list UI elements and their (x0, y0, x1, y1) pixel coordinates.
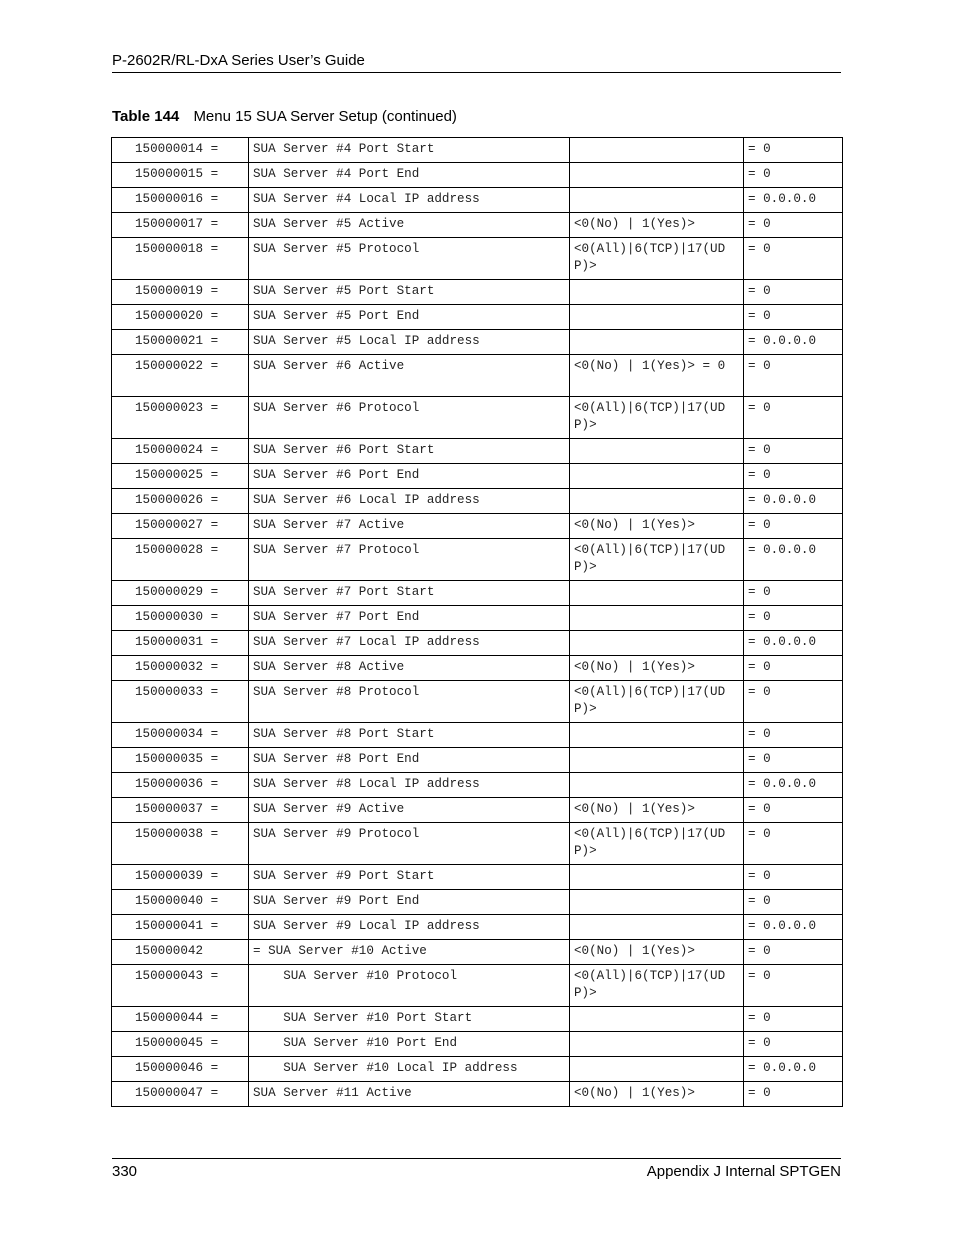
parameter-id-cell: 150000032 = (112, 656, 249, 681)
parameter-value-cell: = 0 (744, 514, 843, 539)
parameter-value-cell: = 0.0.0.0 (744, 631, 843, 656)
table-row (112, 439, 843, 464)
table-row (112, 723, 843, 748)
parameter-value-cell: = 0 (744, 238, 843, 280)
parameter-name-cell: SUA Server #4 Local IP address (249, 188, 570, 213)
parameter-name-cell: SUA Server #7 Active (249, 514, 570, 539)
parameter-value-cell: = 0.0.0.0 (744, 915, 843, 940)
page-header (112, 51, 841, 73)
parameter-id-cell: 150000027 = (112, 514, 249, 539)
parameter-options-cell (570, 1007, 744, 1032)
parameter-id-cell: 150000047 = (112, 1082, 249, 1107)
parameter-value-cell: = 0 (744, 940, 843, 965)
parameter-options-cell: <0(All)|6(TCP)|17(UDP)> (570, 965, 744, 1007)
parameter-options-cell: <0(No) | 1(Yes)> (570, 1082, 744, 1107)
parameter-value-cell: = 0 (744, 723, 843, 748)
parameter-options-cell (570, 581, 744, 606)
parameter-value-cell: = 0 (744, 606, 843, 631)
parameter-name-cell: SUA Server #5 Local IP address (249, 330, 570, 355)
parameter-name-cell: SUA Server #4 Port End (249, 163, 570, 188)
parameter-id-cell: 150000031 = (112, 631, 249, 656)
parameter-value-cell: = 0.0.0.0 (744, 773, 843, 798)
table-row (112, 773, 843, 798)
table-row (112, 823, 843, 865)
parameter-id-cell: 150000022 = (112, 355, 249, 397)
table-row (112, 397, 843, 439)
parameter-name-cell: SUA Server #7 Port End (249, 606, 570, 631)
table-row (112, 1057, 843, 1082)
parameter-value-cell: = 0.0.0.0 (744, 1057, 843, 1082)
parameter-id-cell: 150000040 = (112, 890, 249, 915)
parameter-id-cell: 150000017 = (112, 213, 249, 238)
table-row (112, 798, 843, 823)
table-row (112, 1007, 843, 1032)
parameter-options-cell (570, 330, 744, 355)
parameter-name-cell: SUA Server #8 Local IP address (249, 773, 570, 798)
parameter-name-cell: SUA Server #11 Active (249, 1082, 570, 1107)
parameter-options-cell (570, 865, 744, 890)
parameter-value-cell: = 0 (744, 305, 843, 330)
table-row (112, 748, 843, 773)
parameter-value-cell: = 0.0.0.0 (744, 188, 843, 213)
parameter-value-cell: = 0 (744, 865, 843, 890)
parameter-value-cell: = 0 (744, 656, 843, 681)
parameter-options-cell: <0(No) | 1(Yes)> (570, 940, 744, 965)
parameter-id-cell: 150000038 = (112, 823, 249, 865)
parameter-name-cell: SUA Server #4 Port Start (249, 138, 570, 163)
table-row (112, 188, 843, 213)
parameter-id-cell: 150000024 = (112, 439, 249, 464)
parameter-value-cell: = 0.0.0.0 (744, 489, 843, 514)
parameter-value-cell: = 0 (744, 355, 843, 397)
table-row (112, 865, 843, 890)
parameter-name-cell: SUA Server #9 Port Start (249, 865, 570, 890)
parameter-value-cell: = 0 (744, 823, 843, 865)
parameter-name-cell: SUA Server #9 Local IP address (249, 915, 570, 940)
parameter-value-cell: = 0 (744, 1007, 843, 1032)
parameter-value-cell: = 0.0.0.0 (744, 539, 843, 581)
table-row (112, 213, 843, 238)
parameter-value-cell: = 0 (744, 397, 843, 439)
parameter-id-cell: 150000020 = (112, 305, 249, 330)
table-row (112, 890, 843, 915)
parameter-options-cell: <0(No) | 1(Yes)> (570, 213, 744, 238)
parameter-id-cell: 150000044 = (112, 1007, 249, 1032)
table-row (112, 965, 843, 1007)
table-row (112, 330, 843, 355)
parameter-id-cell: 150000033 = (112, 681, 249, 723)
parameter-options-cell (570, 915, 744, 940)
parameter-name-cell: SUA Server #9 Protocol (249, 823, 570, 865)
parameter-options-cell: <0(All)|6(TCP)|17(UDP)> (570, 823, 744, 865)
parameter-value-cell: = 0.0.0.0 (744, 330, 843, 355)
table-row (112, 940, 843, 965)
parameter-options-cell (570, 163, 744, 188)
parameter-options-cell (570, 188, 744, 213)
parameter-name-cell: SUA Server #6 Protocol (249, 397, 570, 439)
table-row (112, 238, 843, 280)
table-row (112, 631, 843, 656)
parameter-id-cell: 150000046 = (112, 1057, 249, 1082)
table-row (112, 656, 843, 681)
table-caption-label: Table 144 (112, 108, 180, 125)
parameter-name-cell: SUA Server #7 Port Start (249, 581, 570, 606)
table-caption (112, 108, 457, 126)
parameter-id-cell: 150000039 = (112, 865, 249, 890)
parameter-id-cell: 150000045 = (112, 1032, 249, 1057)
parameter-options-cell (570, 280, 744, 305)
parameter-id-cell: 150000043 = (112, 965, 249, 1007)
parameter-value-cell: = 0 (744, 798, 843, 823)
parameter-name-cell: SUA Server #6 Local IP address (249, 489, 570, 514)
table-row (112, 514, 843, 539)
table-row (112, 681, 843, 723)
parameter-value-cell: = 0 (744, 748, 843, 773)
table-row (112, 915, 843, 940)
parameter-options-cell (570, 606, 744, 631)
parameter-name-cell: SUA Server #9 Port End (249, 890, 570, 915)
parameter-value-cell: = 0 (744, 965, 843, 1007)
parameter-options-cell (570, 489, 744, 514)
parameter-options-cell: <0(No) | 1(Yes)> (570, 798, 744, 823)
parameter-options-cell: <0(No) | 1(Yes)> (570, 514, 744, 539)
page-number: 330 (112, 1163, 138, 1180)
page-footer (112, 1158, 841, 1181)
parameter-id-cell: 150000042 (112, 940, 249, 965)
table-row (112, 489, 843, 514)
table-row (112, 1082, 843, 1107)
parameter-name-cell: SUA Server #5 Port End (249, 305, 570, 330)
parameter-name-cell: SUA Server #9 Active (249, 798, 570, 823)
parameter-options-cell (570, 723, 744, 748)
parameter-name-cell: SUA Server #10 Port End (249, 1032, 570, 1057)
sua-server-table (111, 137, 843, 1107)
document-title: P-2602R/RL-DxA Series User’s Guide (112, 52, 365, 69)
parameter-id-cell: 150000034 = (112, 723, 249, 748)
parameter-options-cell (570, 890, 744, 915)
parameter-options-cell (570, 773, 744, 798)
parameter-value-cell: = 0 (744, 581, 843, 606)
table-row (112, 581, 843, 606)
footer-section-title: Appendix J Internal SPTGEN (646, 1163, 841, 1180)
parameter-id-cell: 150000025 = (112, 464, 249, 489)
parameter-id-cell: 150000016 = (112, 188, 249, 213)
parameter-id-cell: 150000021 = (112, 330, 249, 355)
table-row (112, 606, 843, 631)
table-row (112, 1032, 843, 1057)
parameter-value-cell: = 0 (744, 464, 843, 489)
parameter-id-cell: 150000023 = (112, 397, 249, 439)
parameter-options-cell: <0(All)|6(TCP)|17(UDP)> (570, 397, 744, 439)
parameter-options-cell: <0(All)|6(TCP)|17(UDP)> (570, 539, 744, 581)
parameter-options-cell (570, 748, 744, 773)
parameter-name-cell: SUA Server #10 Port Start (249, 1007, 570, 1032)
parameter-value-cell: = 0 (744, 138, 843, 163)
parameter-options-cell: <0(No) | 1(Yes)> = 0 (570, 355, 744, 397)
parameter-value-cell: = 0 (744, 1082, 843, 1107)
parameter-options-cell (570, 138, 744, 163)
parameter-value-cell: = 0 (744, 681, 843, 723)
parameter-id-cell: 150000029 = (112, 581, 249, 606)
parameter-name-cell: SUA Server #5 Port Start (249, 280, 570, 305)
parameter-id-cell: 150000026 = (112, 489, 249, 514)
parameter-value-cell: = 0 (744, 439, 843, 464)
parameter-options-cell (570, 439, 744, 464)
parameter-id-cell: 150000035 = (112, 748, 249, 773)
table-row (112, 539, 843, 581)
parameter-id-cell: 150000036 = (112, 773, 249, 798)
parameter-name-cell: SUA Server #8 Protocol (249, 681, 570, 723)
parameter-value-cell: = 0 (744, 163, 843, 188)
parameter-name-cell: SUA Server #10 Protocol (249, 965, 570, 1007)
table-row (112, 464, 843, 489)
table-row (112, 280, 843, 305)
parameter-value-cell: = 0 (744, 213, 843, 238)
parameter-value-cell: = 0 (744, 890, 843, 915)
parameter-id-cell: 150000028 = (112, 539, 249, 581)
parameter-name-cell: SUA Server #7 Local IP address (249, 631, 570, 656)
parameter-options-cell: <0(All)|6(TCP)|17(UDP)> (570, 238, 744, 280)
table-body (112, 138, 843, 1107)
parameter-id-cell: 150000019 = (112, 280, 249, 305)
parameter-name-cell: SUA Server #6 Port End (249, 464, 570, 489)
table-row (112, 305, 843, 330)
parameter-name-cell: SUA Server #7 Protocol (249, 539, 570, 581)
parameter-options-cell (570, 1032, 744, 1057)
parameter-options-cell (570, 464, 744, 489)
parameter-name-cell: SUA Server #8 Port End (249, 748, 570, 773)
parameter-name-cell: SUA Server #5 Protocol (249, 238, 570, 280)
parameter-name-cell: SUA Server #5 Active (249, 213, 570, 238)
parameter-id-cell: 150000014 = (112, 138, 249, 163)
parameter-name-cell: SUA Server #6 Active (249, 355, 570, 397)
parameter-id-cell: 150000041 = (112, 915, 249, 940)
parameter-id-cell: 150000015 = (112, 163, 249, 188)
parameter-value-cell: = 0 (744, 280, 843, 305)
parameter-name-cell: = SUA Server #10 Active (249, 940, 570, 965)
parameter-name-cell: SUA Server #10 Local IP address (249, 1057, 570, 1082)
parameter-id-cell: 150000018 = (112, 238, 249, 280)
parameter-options-cell (570, 631, 744, 656)
table-row (112, 138, 843, 163)
parameter-options-cell (570, 1057, 744, 1082)
table-row (112, 355, 843, 397)
parameter-id-cell: 150000030 = (112, 606, 249, 631)
table-row (112, 163, 843, 188)
parameter-value-cell: = 0 (744, 1032, 843, 1057)
parameter-name-cell: SUA Server #8 Active (249, 656, 570, 681)
parameter-options-cell: <0(All)|6(TCP)|17(UDP)> (570, 681, 744, 723)
parameter-options-cell (570, 305, 744, 330)
table-caption-text: Menu 15 SUA Server Setup (continued) (193, 108, 457, 125)
parameter-id-cell: 150000037 = (112, 798, 249, 823)
parameter-name-cell: SUA Server #6 Port Start (249, 439, 570, 464)
parameter-options-cell: <0(No) | 1(Yes)> (570, 656, 744, 681)
parameter-name-cell: SUA Server #8 Port Start (249, 723, 570, 748)
